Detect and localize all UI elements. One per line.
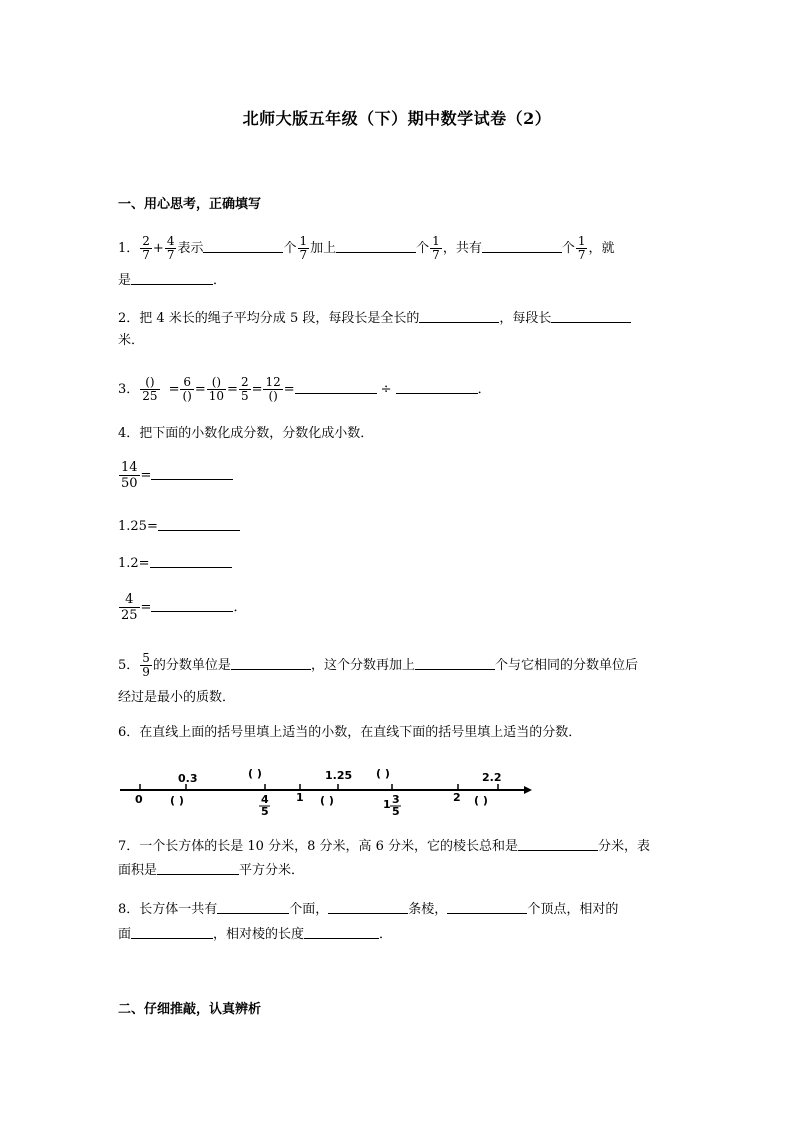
question-7-cont: 面积是 平方分米．	[118, 860, 304, 881]
answer-blank[interactable]	[396, 379, 478, 394]
fraction: $\frac{1}{7}$	[577, 234, 586, 262]
question-5-cont: 经过是最小的质数．	[118, 690, 236, 705]
question-2: 2．把 4 米长的绳子平均分成 5 段，每段长是全长的 ，每段长	[118, 308, 631, 329]
question-4-item-3: 1.2=	[118, 553, 232, 574]
fraction: $\frac{1}{7}$	[299, 234, 308, 262]
question-5: 5． $\frac{5}{9}$ 的分数单位是 ，这个分数再加上 个与它相同的分数单位后	[118, 651, 638, 679]
answer-blank[interactable]	[131, 270, 213, 285]
question-4-item-4: $\frac{4}{25}$ = ．	[121, 592, 247, 623]
label-below: 0	[135, 793, 143, 806]
answer-blank[interactable]	[304, 924, 379, 939]
answer-blank[interactable]	[151, 465, 233, 480]
question-1-cont: 是 ．	[118, 270, 226, 291]
answer-blank[interactable]	[217, 899, 289, 914]
answer-blank[interactable]	[551, 308, 631, 323]
arrow-right-icon	[524, 786, 532, 794]
label-below: ( )	[320, 794, 334, 807]
frac-label-numerator: 4	[261, 793, 269, 806]
answer-blank[interactable]	[203, 238, 283, 253]
question-7: 7．一个长方体的长是 10 分米，8 分米，高 6 分米，它的棱长总和是 分米，表	[118, 836, 650, 857]
question-4-item-1: $\frac{14}{50}$ =	[118, 460, 233, 491]
question-4: 4．把下面的小数化成分数，分数化成小数．	[118, 426, 374, 441]
fraction: $\frac{4}{7}$	[166, 234, 175, 262]
frac-label-whole: 1	[383, 798, 391, 811]
answer-blank[interactable]	[151, 597, 233, 612]
fraction: $\frac{6}{()}$	[182, 375, 192, 403]
label-above: 0.3	[178, 772, 198, 785]
question-8: 8．长方体一共有 个面， 条棱， 个顶点，相对的	[118, 899, 618, 920]
answer-blank[interactable]	[447, 899, 527, 914]
question-1: 1． $\frac{2}{7}$ + $\frac{4}{7}$ 表示 个 $\frac{1}{7}$ 加上 个 $\frac{1}{7}$ ，共有 个 $\frac{1}{7}$ ，就	[118, 234, 615, 262]
answer-blank[interactable]	[231, 655, 311, 670]
fraction: $\frac{14}{50}$	[121, 460, 138, 491]
section-heading-2: 二、仔细推敲，认真辨析	[118, 1002, 262, 1017]
fraction: $\frac{2}{7}$	[142, 234, 150, 262]
answer-blank[interactable]	[336, 238, 416, 253]
label-above: 1.25	[325, 769, 353, 782]
answer-blank[interactable]	[158, 516, 240, 531]
question-2-cont: 米．	[118, 333, 145, 348]
label-below: 2	[453, 791, 461, 804]
label-above: 2.2	[482, 771, 502, 784]
label-below: ( )	[474, 794, 488, 807]
answer-blank[interactable]	[482, 238, 562, 253]
answer-blank[interactable]	[131, 924, 213, 939]
page-title: 北师大版五年级（下）期中数学试卷（2）	[242, 109, 552, 128]
question-4-item-2: 1.25=	[118, 516, 240, 537]
label-above: ( )	[248, 767, 262, 780]
label-below: ( )	[170, 794, 184, 807]
number-line	[118, 760, 538, 820]
answer-blank[interactable]	[415, 655, 495, 670]
answer-blank[interactable]	[328, 899, 408, 914]
answer-blank[interactable]	[295, 379, 377, 394]
frac-label-denominator: 5	[261, 805, 269, 818]
fraction: $\frac{1}{7}$	[432, 234, 440, 262]
question-8-cont: 面 ，相对棱的长度 ．	[118, 924, 392, 945]
fraction: $\frac{()}{10}$	[208, 375, 225, 403]
question-6: 6．在直线上面的括号里填上适当的小数，在直线下面的括号里填上适当的分数．	[118, 725, 582, 740]
fraction: $\frac{12}{()}$	[265, 375, 281, 403]
fraction: $\frac{4}{25}$	[121, 592, 138, 623]
section-heading-1: 一、用心思考，正确填写	[118, 197, 262, 212]
question-3: 3． $\frac{()}{25}$ = $\frac{6}{()}$ = $\frac{()}{10}$ = $\frac{2}{5}$ = $\frac{12}{()}$ = ÷ ．	[118, 375, 491, 403]
answer-blank[interactable]	[518, 836, 598, 851]
frac-label-denominator: 5	[392, 805, 400, 818]
answer-blank[interactable]	[419, 308, 499, 323]
answer-blank[interactable]	[157, 860, 239, 875]
fraction: $\frac{5}{9}$	[142, 651, 150, 679]
fraction: $\frac{()}{25}$	[142, 375, 158, 403]
answer-blank[interactable]	[150, 553, 232, 568]
label-below: 1	[296, 791, 304, 804]
frac-label-numerator: 3	[392, 793, 400, 806]
fraction: $\frac{2}{5}$	[240, 375, 249, 403]
label-above: ( )	[376, 767, 390, 780]
